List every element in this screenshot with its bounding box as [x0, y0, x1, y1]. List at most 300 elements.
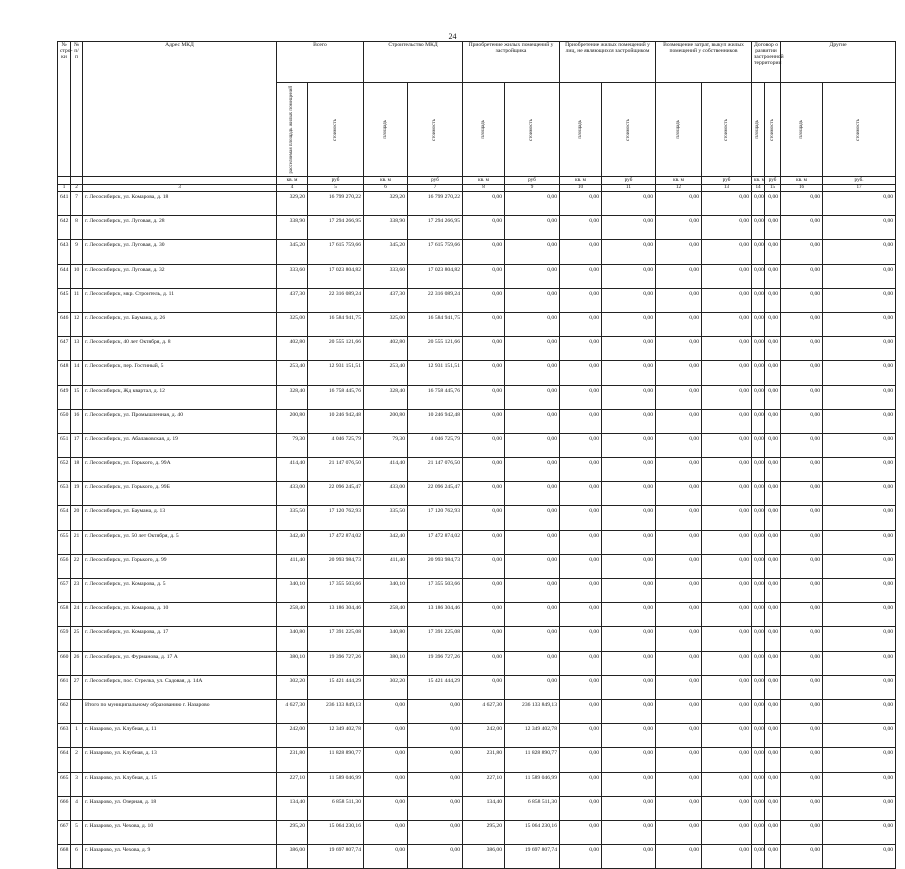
table-row	[58, 433, 896, 457]
cell-total-cost: 12 349 402,78	[308, 724, 364, 748]
cell-total-cost: 21 147 076,50	[308, 458, 364, 482]
column-number: 15	[765, 185, 781, 192]
cell-contract-cost: 0,00	[765, 458, 781, 482]
cell-nondeveloper-cost: 0,00	[602, 312, 656, 336]
cell-total-area: 302,20	[277, 675, 308, 699]
cell-row-number: 660	[58, 651, 71, 675]
header-sub-area: площадь	[781, 83, 823, 177]
header-sub-cost: стоимость	[505, 83, 560, 177]
cell-compensation-cost: 0,00	[702, 264, 752, 288]
cell-contract-area: 0,00	[752, 651, 765, 675]
table-row	[58, 264, 896, 288]
cell-other-area: 0,00	[781, 192, 823, 216]
cell-contract-area: 0,00	[752, 409, 765, 433]
cell-construction-area: 253,40	[364, 361, 408, 385]
cell-total-cost: 22 096 245,47	[308, 482, 364, 506]
cell-construction-area: 0,00	[364, 699, 408, 723]
cell-contract-cost: 0,00	[765, 748, 781, 772]
cell-pp: 13	[71, 337, 83, 361]
cell-address: г. Лесосибирск, ул. Луговая, д. 28	[83, 216, 277, 240]
cell-developer-cost: 11 589 046,99	[505, 772, 560, 796]
cell-developer-cost: 0,00	[505, 651, 560, 675]
cell-contract-cost: 0,00	[765, 288, 781, 312]
cell-construction-cost: 21 147 076,50	[408, 458, 463, 482]
table-row	[58, 361, 896, 385]
cell-compensation-area: 0,00	[656, 482, 702, 506]
cell-pp: 15	[71, 385, 83, 409]
cell-compensation-cost: 0,00	[702, 458, 752, 482]
cell-other-cost: 0,00	[823, 530, 896, 554]
cell-developer-area: 242,00	[463, 724, 505, 748]
cell-nondeveloper-cost: 0,00	[602, 820, 656, 844]
cell-compensation-cost: 0,00	[702, 337, 752, 361]
cell-other-cost: 0,00	[823, 192, 896, 216]
cell-construction-cost: 17 294 266,95	[408, 216, 463, 240]
table-row	[58, 579, 896, 603]
cell-compensation-area: 0,00	[656, 337, 702, 361]
cell-nondeveloper-area: 0,00	[560, 240, 602, 264]
cell-developer-cost: 0,00	[505, 312, 560, 336]
cell-nondeveloper-cost: 0,00	[602, 482, 656, 506]
cell-nondeveloper-cost: 0,00	[602, 579, 656, 603]
cell-developer-area: 0,00	[463, 554, 505, 578]
cell-total-area: 295,20	[277, 820, 308, 844]
cell-developer-cost: 6 858 511,30	[505, 796, 560, 820]
cell-developer-area: 4 627,30	[463, 699, 505, 723]
cell-contract-cost: 0,00	[765, 845, 781, 869]
table-row	[58, 216, 896, 240]
cell-other-cost: 0,00	[823, 264, 896, 288]
cell-contract-area: 0,00	[752, 796, 765, 820]
unit-area: кв. м	[752, 177, 765, 185]
cell-compensation-area: 0,00	[656, 264, 702, 288]
cell-other-area: 0,00	[781, 579, 823, 603]
column-number: 11	[602, 185, 656, 192]
column-number: 16	[781, 185, 823, 192]
cell-construction-area: 340,10	[364, 579, 408, 603]
cell-contract-cost: 0,00	[765, 772, 781, 796]
cell-developer-cost: 0,00	[505, 409, 560, 433]
cell-construction-area: 340,80	[364, 627, 408, 651]
cell-other-cost: 0,00	[823, 699, 896, 723]
table-row	[58, 482, 896, 506]
cell-nondeveloper-cost: 0,00	[602, 288, 656, 312]
cell-developer-cost: 0,00	[505, 288, 560, 312]
cell-developer-cost: 0,00	[505, 385, 560, 409]
unit-area: кв. м	[781, 177, 823, 185]
cell-developer-cost: 0,00	[505, 675, 560, 699]
cell-other-cost: 0,00	[823, 288, 896, 312]
cell-pp: 5	[71, 820, 83, 844]
cell-nondeveloper-area: 0,00	[560, 433, 602, 457]
cell-contract-cost: 0,00	[765, 385, 781, 409]
cell-pp: 18	[71, 458, 83, 482]
cell-developer-area: 0,00	[463, 361, 505, 385]
cell-developer-area: 0,00	[463, 433, 505, 457]
cell-contract-area: 0,00	[752, 627, 765, 651]
cell-construction-cost: 4 046 725,79	[408, 433, 463, 457]
cell-developer-cost: 0,00	[505, 264, 560, 288]
cell-construction-cost: 22 316 089,24	[408, 288, 463, 312]
cell-other-cost: 0,00	[823, 651, 896, 675]
cell-nondeveloper-cost: 0,00	[602, 409, 656, 433]
unit-area: кв. м	[277, 177, 308, 185]
cell-nondeveloper-area: 0,00	[560, 264, 602, 288]
cell-contract-area: 0,00	[752, 748, 765, 772]
cell-other-cost: 0,00	[823, 627, 896, 651]
cell-compensation-area: 0,00	[656, 506, 702, 530]
cell-address: г. Лесосибирск, ул. 50 лет Октября, д. 5	[83, 530, 277, 554]
cell-total-area: 335,50	[277, 506, 308, 530]
cell-developer-area: 231,80	[463, 748, 505, 772]
header-sub-cost: стоимость	[408, 83, 463, 177]
cell-nondeveloper-cost: 0,00	[602, 845, 656, 869]
cell-construction-area: 380,10	[364, 651, 408, 675]
cell-developer-area: 0,00	[463, 264, 505, 288]
cell-construction-area: 302,20	[364, 675, 408, 699]
cell-developer-cost: 236 133 849,13	[505, 699, 560, 723]
cell-developer-area: 0,00	[463, 603, 505, 627]
cell-nondeveloper-cost: 0,00	[602, 264, 656, 288]
unit-area: кв. м	[656, 177, 702, 185]
cell-total-area: 253,40	[277, 361, 308, 385]
cell-compensation-area: 0,00	[656, 385, 702, 409]
header-group-other: Другие	[781, 42, 896, 83]
cell-developer-area: 0,00	[463, 240, 505, 264]
cell-compensation-cost: 0,00	[702, 603, 752, 627]
cell-address: г. Назарово, ул. Чехова, д. 10	[83, 820, 277, 844]
header-sub-cost: стоимость	[702, 83, 752, 177]
header-sub-area: площадь	[463, 83, 505, 177]
cell-pp: 23	[71, 579, 83, 603]
cell-developer-cost: 0,00	[505, 554, 560, 578]
cell-other-cost: 0,00	[823, 506, 896, 530]
cell-developer-cost: 0,00	[505, 506, 560, 530]
cell-construction-area: 258,40	[364, 603, 408, 627]
cell-address: г. Лесосибирск, Жд квартал, д. 12	[83, 385, 277, 409]
cell-construction-cost: 16 584 941,75	[408, 312, 463, 336]
cell-construction-area: 200,80	[364, 409, 408, 433]
unit-cost: руб	[505, 177, 560, 185]
cell-pp: 27	[71, 675, 83, 699]
cell-pp: 26	[71, 651, 83, 675]
cell-address: г. Лесосибирск, ул. Баумана, д. 13	[83, 506, 277, 530]
cell-developer-cost: 0,00	[505, 216, 560, 240]
cell-developer-cost: 0,00	[505, 458, 560, 482]
cell-pp: 20	[71, 506, 83, 530]
cell-pp: 6	[71, 845, 83, 869]
cell-compensation-area: 0,00	[656, 627, 702, 651]
cell-nondeveloper-cost: 0,00	[602, 337, 656, 361]
cell-compensation-cost: 0,00	[702, 506, 752, 530]
cell-total-cost: 17 120 762,93	[308, 506, 364, 530]
cell-developer-area: 0,00	[463, 385, 505, 409]
header-group-construction: Строительство МКД	[364, 42, 463, 83]
cell-contract-cost: 0,00	[765, 409, 781, 433]
cell-total-cost: 17 355 503,66	[308, 579, 364, 603]
cell-contract-area: 0,00	[752, 361, 765, 385]
column-number: 17	[823, 185, 896, 192]
cell-compensation-area: 0,00	[656, 845, 702, 869]
cell-row-number: 654	[58, 506, 71, 530]
cell-total-cost: 20 555 121,66	[308, 337, 364, 361]
cell-total-cost: 12 931 151,51	[308, 361, 364, 385]
cell-total-area: 242,00	[277, 724, 308, 748]
cell-address: г. Лесосибирск, ул. Горького, д. 99А	[83, 458, 277, 482]
cell-contract-cost: 0,00	[765, 699, 781, 723]
cell-developer-cost: 0,00	[505, 433, 560, 457]
cell-address: г. Лесосибирск, пос. Стрелка, ул. Садовая, д. 14А	[83, 675, 277, 699]
cell-contract-cost: 0,00	[765, 554, 781, 578]
cell-other-cost: 0,00	[823, 385, 896, 409]
cell-other-area: 0,00	[781, 458, 823, 482]
table-row	[58, 724, 896, 748]
cell-other-cost: 0,00	[823, 675, 896, 699]
cell-total-cost: 4 046 725,79	[308, 433, 364, 457]
table-row	[58, 458, 896, 482]
cell-row-number: 651	[58, 433, 71, 457]
cell-compensation-area: 0,00	[656, 772, 702, 796]
cell-compensation-cost: 0,00	[702, 288, 752, 312]
cell-pp: 24	[71, 603, 83, 627]
table-row	[58, 603, 896, 627]
cell-address: г. Лесосибирск, ул. Комарова, д. 10	[83, 603, 277, 627]
cell-developer-area: 0,00	[463, 409, 505, 433]
table-row	[58, 675, 896, 699]
cell-construction-cost: 20 993 984,73	[408, 554, 463, 578]
header-sub-cost: стоимость	[823, 83, 896, 177]
cell-construction-area: 342,40	[364, 530, 408, 554]
cell-total-area: 227,10	[277, 772, 308, 796]
cell-other-cost: 0,00	[823, 361, 896, 385]
cell-contract-area: 0,00	[752, 579, 765, 603]
cell-contract-area: 0,00	[752, 385, 765, 409]
cell-nondeveloper-cost: 0,00	[602, 458, 656, 482]
cell-compensation-cost: 0,00	[702, 192, 752, 216]
cell-developer-cost: 12 349 402,78	[505, 724, 560, 748]
cell-address: г. Назарово, ул. Клубная, д. 13	[83, 748, 277, 772]
cell-nondeveloper-area: 0,00	[560, 796, 602, 820]
cell-contract-cost: 0,00	[765, 530, 781, 554]
cell-nondeveloper-area: 0,00	[560, 216, 602, 240]
cell-other-cost: 0,00	[823, 724, 896, 748]
cell-contract-area: 0,00	[752, 337, 765, 361]
column-number: 13	[702, 185, 752, 192]
cell-address: г. Лесосибирск, ул. Луговая, д. 30	[83, 240, 277, 264]
cell-compensation-cost: 0,00	[702, 772, 752, 796]
cell-construction-cost: 17 355 503,66	[408, 579, 463, 603]
cell-contract-cost: 0,00	[765, 796, 781, 820]
cell-pp: 9	[71, 240, 83, 264]
cell-row-number: 661	[58, 675, 71, 699]
cell-total-cost: 19 396 727,26	[308, 651, 364, 675]
cell-nondeveloper-cost: 0,00	[602, 627, 656, 651]
cell-nondeveloper-area: 0,00	[560, 748, 602, 772]
cell-construction-cost: 0,00	[408, 820, 463, 844]
cell-total-cost: 6 858 511,30	[308, 796, 364, 820]
cell-compensation-cost: 0,00	[702, 240, 752, 264]
cell-nondeveloper-cost: 0,00	[602, 385, 656, 409]
cell-developer-area: 0,00	[463, 579, 505, 603]
cell-total-cost: 17 391 225,08	[308, 627, 364, 651]
cell-total-area: 325,00	[277, 312, 308, 336]
cell-nondeveloper-area: 0,00	[560, 506, 602, 530]
cell-nondeveloper-area: 0,00	[560, 603, 602, 627]
cell-contract-cost: 0,00	[765, 651, 781, 675]
cell-nondeveloper-area: 0,00	[560, 772, 602, 796]
cell-nondeveloper-area: 0,00	[560, 312, 602, 336]
cell-contract-area: 0,00	[752, 554, 765, 578]
column-number: 10	[560, 185, 602, 192]
cell-contract-area: 0,00	[752, 458, 765, 482]
cell-row-number: 648	[58, 361, 71, 385]
cell-other-cost: 0,00	[823, 772, 896, 796]
cell-nondeveloper-area: 0,00	[560, 651, 602, 675]
cell-total-area: 380,10	[277, 651, 308, 675]
cell-compensation-area: 0,00	[656, 724, 702, 748]
cell-construction-cost: 0,00	[408, 772, 463, 796]
cell-construction-cost: 0,00	[408, 845, 463, 869]
cell-other-area: 0,00	[781, 288, 823, 312]
cell-nondeveloper-cost: 0,00	[602, 192, 656, 216]
cell-developer-cost: 19 697 807,74	[505, 845, 560, 869]
column-number: 8	[463, 185, 505, 192]
header-group-total: Всего	[277, 42, 364, 83]
cell-total-area: 386,00	[277, 845, 308, 869]
cell-pp: 21	[71, 530, 83, 554]
unit-cost: руб	[702, 177, 752, 185]
cell-contract-cost: 0,00	[765, 506, 781, 530]
cell-construction-area: 345,20	[364, 240, 408, 264]
cell-developer-area: 0,00	[463, 458, 505, 482]
table-row	[58, 409, 896, 433]
cell-total-cost: 17 294 266,95	[308, 216, 364, 240]
cell-address: г. Лесосибирск, ул. Абалаковская, д. 19	[83, 433, 277, 457]
cell-total-cost: 16 758 445,76	[308, 385, 364, 409]
cell-construction-area: 79,30	[364, 433, 408, 457]
cell-developer-area: 134,40	[463, 796, 505, 820]
cell-row-number: 649	[58, 385, 71, 409]
cell-total-area: 338,90	[277, 216, 308, 240]
cell-row-number: 643	[58, 240, 71, 264]
table-row	[58, 699, 896, 723]
cell-row-number: 645	[58, 288, 71, 312]
cell-nondeveloper-area: 0,00	[560, 192, 602, 216]
cell-row-number: 663	[58, 724, 71, 748]
cell-total-cost: 17 023 804,82	[308, 264, 364, 288]
cell-nondeveloper-area: 0,00	[560, 675, 602, 699]
cell-pp: 19	[71, 482, 83, 506]
cell-compensation-cost: 0,00	[702, 675, 752, 699]
cell-construction-cost: 17 615 759,66	[408, 240, 463, 264]
cell-nondeveloper-cost: 0,00	[602, 240, 656, 264]
cell-pp: 10	[71, 264, 83, 288]
cell-construction-area: 325,00	[364, 312, 408, 336]
cell-compensation-cost: 0,00	[702, 433, 752, 457]
cell-total-area: 402,80	[277, 337, 308, 361]
cell-compensation-area: 0,00	[656, 603, 702, 627]
table-row	[58, 192, 896, 216]
cell-total-area: 411,40	[277, 554, 308, 578]
header-group-contract: Договор о развитии застроенной территории	[752, 42, 781, 83]
cell-pp: 17	[71, 433, 83, 457]
cell-nondeveloper-cost: 0,00	[602, 603, 656, 627]
header-group-purchase-nondeveloper: Приобретение жилых помещений у лиц, не являющихся застройщиком	[560, 42, 656, 83]
cell-compensation-area: 0,00	[656, 699, 702, 723]
cell-compensation-area: 0,00	[656, 361, 702, 385]
cell-other-area: 0,00	[781, 845, 823, 869]
cell-row-number: 665	[58, 772, 71, 796]
cell-compensation-cost: 0,00	[702, 579, 752, 603]
cell-construction-area: 0,00	[364, 772, 408, 796]
cell-construction-area: 0,00	[364, 724, 408, 748]
cell-address: Итого по муниципальному образованию г. Назарово	[83, 699, 277, 723]
cell-row-number: 655	[58, 530, 71, 554]
cell-construction-cost: 15 421 444,29	[408, 675, 463, 699]
header-row-no: № стро-ки	[58, 42, 71, 177]
cell-address: г. Лесосибирск, ул. Горького, д. 99Б	[83, 482, 277, 506]
cell-total-area: 333,60	[277, 264, 308, 288]
cell-other-area: 0,00	[781, 748, 823, 772]
cell-developer-cost: 0,00	[505, 530, 560, 554]
cell-total-area: 329,20	[277, 192, 308, 216]
table-row	[58, 796, 896, 820]
cell-compensation-cost: 0,00	[702, 554, 752, 578]
cell-contract-area: 0,00	[752, 772, 765, 796]
cell-other-area: 0,00	[781, 216, 823, 240]
column-number: 9	[505, 185, 560, 192]
cell-contract-cost: 0,00	[765, 312, 781, 336]
cell-nondeveloper-area: 0,00	[560, 337, 602, 361]
cell-pp: 7	[71, 192, 83, 216]
cell-address: г. Лесосибирск, мкр. Строитель, д. 11	[83, 288, 277, 312]
cell-construction-cost: 0,00	[408, 699, 463, 723]
column-number: 14	[752, 185, 765, 192]
cell-total-area: 4 627,30	[277, 699, 308, 723]
cell-contract-area: 0,00	[752, 675, 765, 699]
cell-construction-area: 338,90	[364, 216, 408, 240]
cell-contract-cost: 0,00	[765, 240, 781, 264]
cell-developer-area: 227,10	[463, 772, 505, 796]
page-number: 24	[448, 32, 457, 41]
cell-developer-area: 386,00	[463, 845, 505, 869]
unit-area: кв. м	[364, 177, 408, 185]
cell-compensation-area: 0,00	[656, 530, 702, 554]
cell-nondeveloper-area: 0,00	[560, 361, 602, 385]
cell-contract-area: 0,00	[752, 288, 765, 312]
cell-construction-area: 437,30	[364, 288, 408, 312]
cell-construction-area: 0,00	[364, 748, 408, 772]
cell-construction-cost: 17 391 225,08	[408, 627, 463, 651]
cell-contract-cost: 0,00	[765, 192, 781, 216]
cell-address: г. Лесосибирск, ул. Фурманова, д. 17 А	[83, 651, 277, 675]
cell-developer-area: 0,00	[463, 530, 505, 554]
cell-row-number: 666	[58, 796, 71, 820]
cell-row-number: 667	[58, 820, 71, 844]
cell-developer-cost: 11 828 890,77	[505, 748, 560, 772]
unit-cost: руб	[308, 177, 364, 185]
cell-pp: 3	[71, 772, 83, 796]
cell-nondeveloper-cost: 0,00	[602, 554, 656, 578]
cell-total-cost: 22 316 089,24	[308, 288, 364, 312]
cell-address: г. Назарово, ул. Озерная, д. 18	[83, 796, 277, 820]
cell-other-area: 0,00	[781, 433, 823, 457]
cell-other-area: 0,00	[781, 385, 823, 409]
cell-compensation-area: 0,00	[656, 288, 702, 312]
table-row	[58, 312, 896, 336]
cell-compensation-area: 0,00	[656, 192, 702, 216]
column-number: 12	[656, 185, 702, 192]
